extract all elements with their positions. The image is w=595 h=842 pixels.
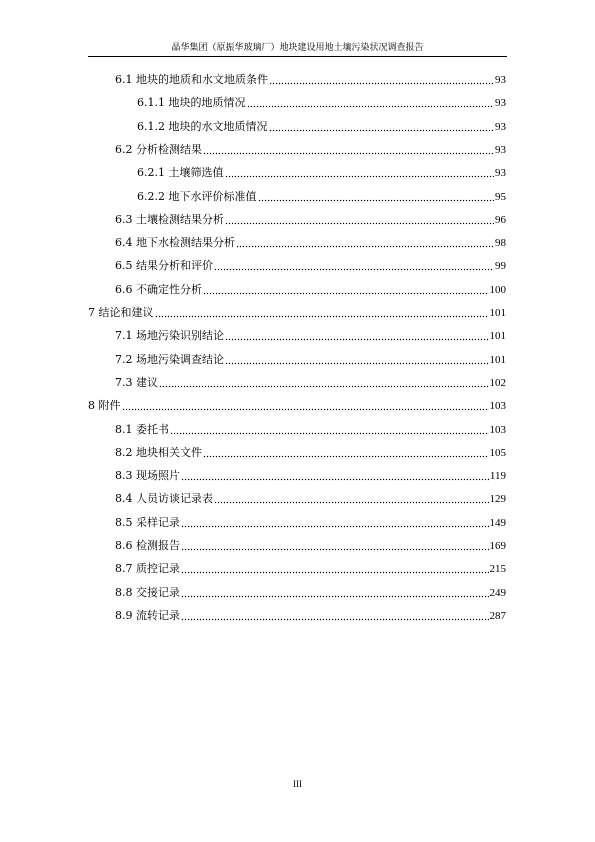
- toc-dot-leader: [181, 611, 489, 621]
- toc-entry-label: 6.6 不确定性分析: [115, 282, 202, 296]
- toc-entry[interactable]: [115, 71, 506, 87]
- toc-entry-page: 129: [489, 493, 506, 506]
- toc-entry[interactable]: [115, 257, 506, 273]
- toc-entry-label: 8.6 检测报告: [115, 539, 180, 552]
- toc-dot-leader: [269, 75, 494, 85]
- toc-entry-page: 101: [489, 353, 506, 366]
- toc-entry-page: 93: [495, 120, 506, 133]
- toc-entry[interactable]: [115, 584, 506, 600]
- toc-entry-label: 8.9 流转记录: [115, 608, 180, 622]
- toc-entry-label: 8.8 交接记录: [115, 585, 180, 599]
- toc-entry-label: 7.1 场地污染识别结论: [115, 329, 224, 343]
- toc-entry-page: 98: [495, 237, 506, 250]
- toc-entry-label: 6.5 结果分析和评价: [115, 259, 213, 273]
- toc-entry-page: 169: [489, 540, 506, 552]
- toc-entry[interactable]: [115, 490, 506, 506]
- toc-entry[interactable]: [115, 374, 506, 390]
- toc-entry[interactable]: [115, 467, 506, 483]
- toc-dot-leader: [203, 285, 489, 295]
- toc-entry-label: 6.2.1 土壤筛选值: [137, 166, 224, 180]
- toc-dot-leader: [269, 122, 495, 132]
- toc-dot-leader: [155, 308, 489, 318]
- toc-entry[interactable]: [115, 327, 506, 343]
- toc-dot-leader: [181, 564, 489, 574]
- toc-entry[interactable]: [137, 188, 506, 204]
- toc-entry-label: 7 结论和建议: [88, 306, 154, 319]
- toc-dot-leader: [203, 145, 494, 155]
- toc-entry[interactable]: [88, 304, 506, 320]
- toc-dot-leader: [236, 238, 494, 248]
- toc-entry-label: 7.3 建议: [115, 375, 158, 389]
- toc-entry-page: 100: [489, 283, 506, 296]
- toc-dot-leader: [247, 98, 495, 108]
- toc-entry-page: 95: [495, 190, 506, 203]
- toc-entry[interactable]: [115, 607, 506, 623]
- toc-entry[interactable]: [115, 537, 506, 553]
- toc-entry-page: 149: [489, 516, 506, 529]
- toc-dot-leader: [225, 355, 489, 365]
- toc-entry-page: 103: [489, 423, 506, 436]
- toc-entry-label: 6.1.2 地块的水文地质情况: [137, 119, 268, 133]
- toc-entry-label: 6.1.1 地块的地质情况: [137, 96, 246, 110]
- toc-entry-page: 96: [495, 213, 506, 226]
- toc-dot-leader: [181, 541, 489, 551]
- toc-entry-page: 287: [489, 609, 506, 622]
- toc-entry-label: 8.7 质控记录: [115, 562, 180, 576]
- toc-entry-page: 249: [489, 586, 506, 599]
- toc-dot-leader: [181, 471, 489, 481]
- toc-entry[interactable]: [115, 444, 506, 460]
- toc-entry-page: 119: [489, 470, 506, 483]
- toc-entry[interactable]: [115, 211, 506, 227]
- toc-dot-leader: [214, 261, 494, 271]
- toc-dot-leader: [122, 401, 489, 411]
- toc-entry-page: 105: [489, 446, 506, 459]
- toc-entry-page: 93: [495, 143, 506, 156]
- toc-dot-leader: [225, 215, 494, 225]
- toc-dot-leader: [181, 518, 489, 528]
- toc-entry-label: 8.5 采样记录: [115, 515, 180, 529]
- toc-entry[interactable]: [115, 351, 506, 367]
- toc-entry-label: 6.2.2 地下水评价标准值: [137, 189, 257, 203]
- toc-entry-label: 6.1 地块的地质和水文地质条件: [115, 73, 268, 86]
- toc-entry[interactable]: [115, 514, 506, 530]
- toc-dot-leader: [159, 378, 489, 388]
- toc-entry-label: 8.2 地块相关文件: [115, 445, 202, 459]
- toc-entry-label: 6.3 土壤检测结果分析: [115, 212, 224, 226]
- toc-dot-leader: [203, 448, 489, 458]
- toc-entry[interactable]: [115, 234, 506, 250]
- toc-entry[interactable]: [115, 281, 506, 297]
- toc-entry[interactable]: [115, 141, 506, 157]
- toc-entry-page: 93: [495, 167, 506, 180]
- toc-entry[interactable]: [137, 164, 506, 180]
- toc-entry-label: 6.2 分析检测结果: [115, 142, 202, 156]
- page-number: III: [293, 779, 302, 789]
- toc-entry-page: 103: [489, 400, 506, 413]
- toc-entry-label: 8 附件: [88, 399, 121, 413]
- toc-entry-page: 215: [489, 563, 506, 576]
- toc-dot-leader: [214, 494, 489, 504]
- toc-entry-page: 93: [495, 97, 506, 110]
- toc-entry[interactable]: [137, 94, 506, 110]
- toc-dot-leader: [225, 168, 495, 178]
- toc-entry-label: 8.4 人员访谈记录表: [115, 492, 213, 506]
- toc-entry-label: 8.1 委托书: [115, 422, 169, 436]
- toc-entry-label: 8.3 现场照片: [115, 469, 180, 483]
- toc-entry[interactable]: [137, 118, 506, 134]
- toc-entry[interactable]: [88, 397, 506, 413]
- running-header: 晶华集团（原振华玻璃厂）地块建设用地土壤污染状况调查报告: [171, 43, 424, 53]
- toc-entry-page: 102: [489, 376, 506, 389]
- toc-dot-leader: [258, 192, 495, 202]
- toc-entry-page: 99: [495, 260, 506, 273]
- toc-dot-leader: [170, 425, 489, 435]
- toc-entry-label: 7.2 场地污染调查结论: [115, 352, 224, 366]
- toc-entry[interactable]: [115, 421, 506, 437]
- toc-dot-leader: [225, 331, 489, 341]
- toc-entry-label: 6.4 地下水检测结果分析: [115, 236, 235, 250]
- toc-entry-page: 101: [489, 307, 506, 319]
- toc-entry-page: 101: [489, 330, 506, 343]
- toc-entry-page: 93: [495, 74, 506, 86]
- toc-entry[interactable]: [115, 560, 506, 576]
- toc-dot-leader: [181, 588, 489, 598]
